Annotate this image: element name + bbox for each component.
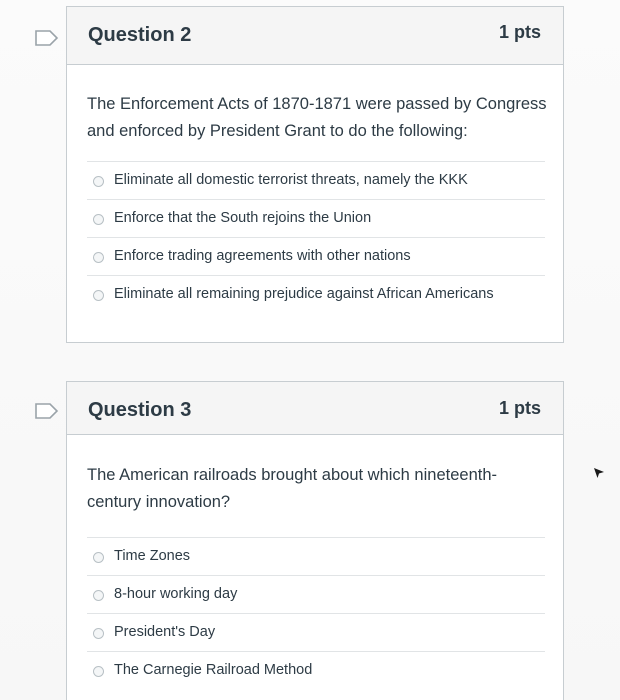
answer-label[interactable]: The Carnegie Railroad Method xyxy=(114,662,313,678)
mouse-cursor-icon xyxy=(592,466,606,485)
answer-label[interactable]: Enforce trading agreements with other nations xyxy=(114,248,411,264)
answer-option[interactable] xyxy=(87,537,545,575)
radio-button[interactable] xyxy=(93,252,104,263)
radio-button[interactable] xyxy=(93,590,104,601)
question-3-answers xyxy=(87,537,545,689)
radio-button[interactable] xyxy=(93,552,104,563)
flag-question-3-icon[interactable] xyxy=(34,402,60,420)
radio-button[interactable] xyxy=(93,666,104,677)
answer-label[interactable]: Time Zones xyxy=(114,548,191,564)
question-2-title: Question 2 xyxy=(88,24,192,46)
answer-label[interactable]: Eliminate all domestic terrorist threats, namely the KKK xyxy=(114,172,468,188)
question-3-text: The American railroads brought about which nineteenth-century innovation? xyxy=(87,466,497,511)
answer-option[interactable] xyxy=(87,199,545,237)
question-2-answers xyxy=(87,161,545,313)
answer-label[interactable]: President's Day xyxy=(114,624,216,640)
question-2-text: The Enforcement Acts of 1870-1871 were passed by Congress and enforced by President Grant to do the following: xyxy=(87,95,547,140)
radio-button[interactable] xyxy=(93,628,104,639)
question-2-points: 1 pts xyxy=(498,22,541,42)
flag-question-2-icon[interactable] xyxy=(34,29,60,47)
answer-option[interactable] xyxy=(87,161,545,199)
answer-option[interactable] xyxy=(87,651,545,689)
answer-label[interactable]: Enforce that the South rejoins the Union xyxy=(114,210,372,226)
answer-option[interactable] xyxy=(87,237,545,275)
question-2-card xyxy=(66,6,564,343)
radio-button[interactable] xyxy=(93,214,104,225)
question-3-points: 1 pts xyxy=(498,398,541,418)
answer-option[interactable] xyxy=(87,613,545,651)
answer-label[interactable]: 8-hour working day xyxy=(114,586,238,602)
radio-button[interactable] xyxy=(93,290,104,301)
answer-label[interactable]: Eliminate all remaining prejudice against African Americans xyxy=(114,286,494,302)
answer-option[interactable] xyxy=(87,575,545,613)
answer-option[interactable] xyxy=(87,275,545,313)
question-3-card xyxy=(66,381,564,700)
question-2-header xyxy=(67,7,563,65)
radio-button[interactable] xyxy=(93,176,104,187)
question-3-header xyxy=(67,382,563,435)
question-3-title: Question 3 xyxy=(88,399,192,421)
